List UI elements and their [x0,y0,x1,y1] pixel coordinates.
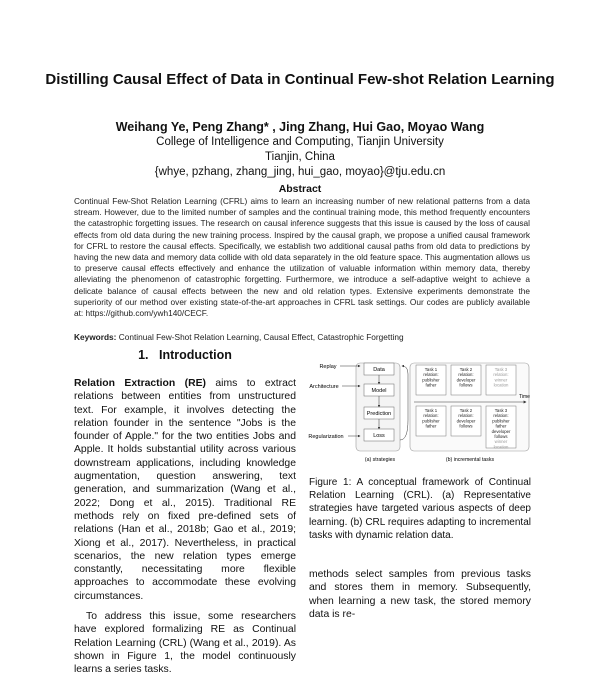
intro-p1-text: aims to extract relations between entities from unstructured text. For example, it involves detecting the relation founder in the sentence "Jobs is the founder of Apple." for the two entities Jobs and Apple. It holds substantial utility across various downstream applications, including knowledge augmentation, question answering, text generation, and summarization (Wang et al., 2022; Dong et al., 2015). Traditional RE methods rely on fixed pre-defined sets of relations (Han et al., 2018b; Gao et al., 2019; Xiong et al., 2017). Nevertheless, in practical scenarios, the new relation types emerge constantly, necessitating more flexible approaches to accommodate these evolving circumstances. [74,378,296,602]
strategy-label-regularization: Regularization [308,434,344,440]
task-text: relation: [493,413,509,419]
figure-1 [306,360,532,468]
paper-title: Distilling Causal Effect of Data in Continual Few-shot Relation Learning [45,71,555,88]
abstract-heading: Abstract [278,183,322,195]
strategy-label-replay: Replay [319,364,337,370]
affiliation: College of Intelligence and Computing, Tianjin University [156,136,444,148]
task-text: Task 3 [494,367,508,372]
task-text: follows [494,434,508,439]
abstract-text: Continual Few-Shot Relation Learning (CFRL) aims to learn an increasing number of new relational patterns from a data stream. However, due to the limited number of samples and the continual training mode, this method frequently encounters the catastrophic forgetting issues. The research on causal inference suggests that this issue is caused by the loss of causal effects from old data during the new training process. Inspired by the causal graph, we propose a unified causal framework for CFRL to restore the causal effects. Specifically, we establish two additional causal paths from old data to predictions by having the new data and memory data collide with old data separately in the old feature space. This augmentation allows us to preserve causal effects effectively and enhance the utilization of valuable information within memory data, thereby alleviating the phenomenon of catastrophic forgetting. Furthermore, we introduce a self-adaptive weight to achieve a delicate balance of causal effects between the new and old relation types. Extensive experiments demonstrate the superiority of our method over existing state-of-the-art approaches in CFRL task settings. Our codes are publicly available at: https://github.com/ywh140/CECF. [74,196,530,319]
task-text: father [495,423,507,429]
section-heading [74,348,296,362]
task-text: winner [494,377,508,383]
strategy-label-architecture: Architecture [309,384,339,390]
intro-lead: Relation Extraction (RE) [74,378,206,389]
task-text: developer [491,428,511,434]
pipeline-label: Prediction [366,411,392,417]
task-text: developer [456,418,476,424]
task-text: relation: [458,413,474,419]
keywords-label: Keywords: [74,332,117,342]
sublabel-b: (b) incremental tasks [445,457,495,463]
task-text: relation: [458,372,474,378]
task-text: relation: [423,372,439,378]
time-label: Time [519,394,530,400]
author-block [40,120,560,180]
task-text: publisher [422,418,440,424]
figure-caption: Figure 1: A conceptual framework of Continual Relation Learning (CRL). (a) Representative strategies have targeted various aspects of deep learning. (b) CRL requires adapting to incremental tasks with dynamic relation data. [309,477,531,541]
location: Tianjin, China [265,151,335,163]
task-text: follows [459,382,473,388]
task-text: publisher [492,418,510,424]
task-text: location [493,444,509,450]
task-text: location [493,382,509,388]
task-text: father [425,382,437,388]
intro-paragraph-2: To address this issue, some researchers have explored formalizing RE as Continual Relation Learning (CRL) (Wang et al., 2019). As shown in Figure 1, the model continuously learns a series tasks. [74,611,296,676]
sublabel-a: (a) strategies [364,457,396,463]
task-text: winner [494,439,508,445]
pipeline-label: Model [371,388,387,394]
task-text: Task 3 [494,408,508,413]
left-column [74,377,296,677]
keywords-text: Continual Few-Shot Relation Learning, Causal Effect, Catastrophic Forgetting [118,332,404,342]
section-number: 1. [138,348,149,362]
task-text: Task 2 [459,408,473,413]
task-text: developer [456,377,476,383]
task-text: Task 1 [424,367,438,372]
task-text: relation: [493,372,509,378]
task-text: Task 2 [459,367,473,372]
task-text: Task 1 [424,408,438,413]
section-title: Introduction [158,348,232,362]
task-text: follows [459,423,473,429]
right-column-text: methods select samples from previous tasks and stores them in memory. Subsequently, when learning a new task, the stored memory data is re- [309,569,531,620]
pipeline-label: Loss [373,433,385,439]
task-text: father [425,423,437,429]
author-names: Weihang Ye, Peng Zhang* , Jing Zhang, Hui Gao, Moyao Wang [115,120,485,134]
pipeline-label: Data [373,367,385,373]
emails: {whye, pzhang, zhang_jing, hui_gao, moyao}@tju.edu.cn [154,166,446,178]
task-text: relation: [423,413,439,419]
intro-paragraph-1 [74,377,296,603]
keywords [74,332,530,343]
task-text: publisher [422,377,440,383]
